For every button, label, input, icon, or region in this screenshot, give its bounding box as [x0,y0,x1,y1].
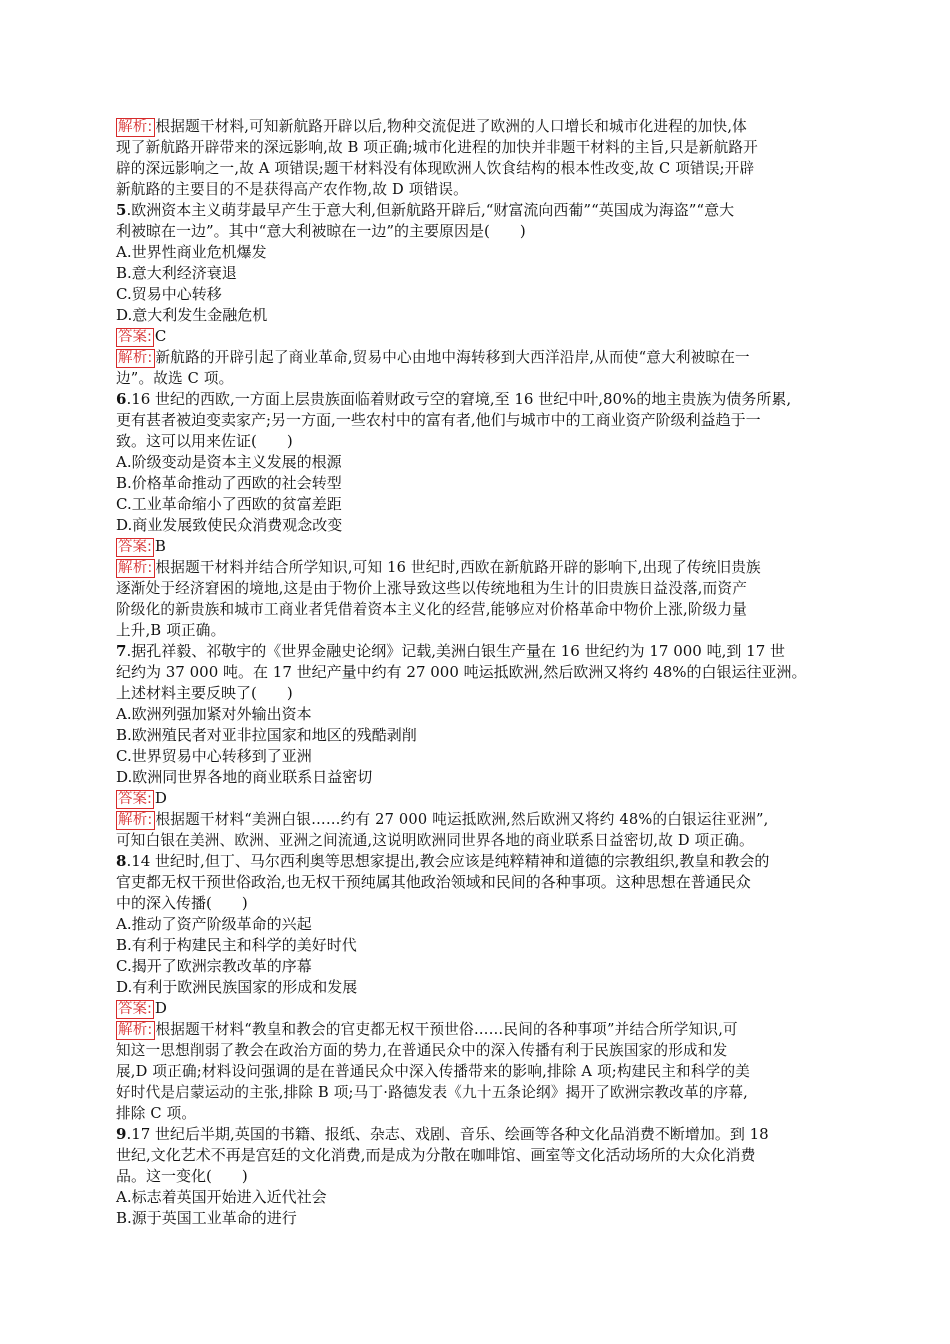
explanation-tag: 解析: [118,350,153,366]
answer-option: D.有利于欧洲民族国家的形成和发展 [116,978,358,996]
question-stem-line [116,1166,836,1187]
explanation-text: 根据题干材料“美洲白银……约有 27 000 吨运抵欧洲,然后欧洲又将约 48%的白银运往亚洲”, [155,811,769,828]
question-stem-text: 上述材料主要反映了( ) [116,684,293,702]
explanation-line [116,1040,836,1061]
answer-value: B [154,537,166,555]
answer-option: C.揭开了欧洲宗教改革的序幕 [116,957,312,975]
explanation-tag: 解析: [118,812,153,828]
question-stem-text: .16 世纪的西欧,一方面上层贵族面临着财政亏空的窘境,至 16 世纪中叶,80%的地主贵族为债务所累, [126,390,792,408]
answer-value: D [154,789,167,807]
explanation-text: 展,D 项正确;材料设问强调的是在普通民众中深入传播带来的影响,排除 A 项;构建民主和科学的美 [116,1063,751,1080]
answer-option: B.欧洲殖民者对亚非拉国家和地区的残酷剥削 [116,726,417,744]
answer-option: C.世界贸易中心转移到了亚洲 [116,747,312,765]
question-stem-line [116,851,836,872]
question-number: 7 [116,642,127,660]
answer-line [116,536,836,557]
question-stem-line [116,872,836,893]
explanation-tag: 解析: [118,119,153,135]
explanation-text: 可知白银在美洲、欧洲、亚洲之间流通,这说明欧洲同世界各地的商业联系日益密切,故 D 项正确。 [116,832,754,849]
answer-option: D.欧洲同世界各地的商业联系日益密切 [116,768,373,786]
question-number: 9 [116,1125,127,1143]
explanation-line [116,830,836,851]
explanation-line [116,347,836,368]
answer-option: B.意大利经济衰退 [116,264,237,282]
explanation-line [116,599,836,620]
question-stem-line [116,221,836,242]
answer-line [116,998,836,1019]
question-stem-text: 纪约为 37 000 吨。在 17 世纪产量中约有 27 000 吨运抵欧洲,然后欧洲又将约 48%的白银运往亚洲。 [116,663,807,681]
question-stem-text: 品。这一变化( ) [116,1167,248,1185]
explanation-text: 根据题干材料并结合所学知识,可知 16 世纪时,西欧在新航路开辟的影响下,出现了传统旧贵族 [155,559,761,576]
question-stem-text: 利被晾在一边”。其中“意大利被晾在一边”的主要原因是( ) [116,222,526,240]
answer-option: B.有利于构建民主和科学的美好时代 [116,936,357,954]
question-number: 6 [116,390,127,408]
explanation-line [116,137,836,158]
document-page [116,116,836,1229]
answer-option: A.世界性商业危机爆发 [116,243,267,261]
explanation-text: 边”。故选 C 项。 [116,370,234,387]
answer-option: A.欧洲列强加紧对外输出资本 [116,705,312,723]
answer-tag: 答案: [118,791,152,807]
answer-tag: 答案: [118,329,152,345]
question-stem-text: 中的深入传播( ) [116,894,248,912]
explanation-line [116,1061,836,1082]
explanation-line [116,116,836,137]
question-stem-text: 致。这可以用来佐证( ) [116,432,293,450]
question-stem-text: .17 世纪后半期,英国的书籍、报纸、杂志、戏剧、音乐、绘画等各种文化品消费不断增加。到 18 [126,1125,769,1143]
answer-option: C.工业革命缩小了西欧的贫富差距 [116,495,342,513]
question-stem-line [116,662,836,683]
explanation-text: 根据题干材料,可知新航路开辟以后,物种交流促进了欧洲的人口增长和城市化进程的加快,体 [155,118,747,135]
explanation-tag: 解析: [118,1022,153,1038]
explanation-text: 新航路的主要目的不是获得高产农作物,故 D 项错误。 [116,181,468,198]
question-stem-line [116,1124,836,1145]
explanation-line [116,557,836,578]
answer-option: A.阶级变动是资本主义发展的根源 [116,453,342,471]
answer-option: B.源于英国工业革命的进行 [116,1209,297,1227]
question-stem-text: .14 世纪时,但丁、马尔西利奥等思想家提出,教会应该是纯粹精神和道德的宗教组织,教皇和教会的 [126,852,770,870]
explanation-line [116,1103,836,1124]
question-stem-line [116,200,836,221]
answer-option: D.商业发展致使民众消费观念改变 [116,516,343,534]
explanation-line [116,158,836,179]
explanation-line [116,620,836,641]
answer-value: C [154,327,167,345]
question-stem-line [116,641,836,662]
explanation-text: 根据题干材料“教皇和教会的官吏都无权干预世俗……民间的各种事项”并结合所学知识,可 [155,1021,738,1038]
answer-option: B.价格革命推动了西欧的社会转型 [116,474,342,492]
question-number: 8 [116,852,127,870]
explanation-text: 好时代是启蒙运动的主张,排除 B 项;马丁·路德发表《九十五条论纲》揭开了欧洲宗教改革的序幕, [116,1084,748,1101]
explanation-text: 排除 C 项。 [116,1105,197,1122]
question-number: 5 [116,201,127,219]
explanation-line [116,809,836,830]
explanation-tag: 解析: [118,560,153,576]
explanation-text: 现了新航路开辟带来的深远影响,故 B 项正确;城市化进程的加快并非题干材料的主旨,只是新航路开 [116,139,758,156]
question-stem-line [116,1145,836,1166]
explanation-line [116,1082,836,1103]
question-stem-text: 官吏都无权干预世俗政治,也无权干预纯属其他政治领域和民间的各种事项。这种思想在普通民众 [116,873,751,891]
question-stem-line [116,431,836,452]
question-stem-line [116,683,836,704]
question-stem-text: .据孔祥毅、祁敬宇的《世界金融史论纲》记载,美洲白银生产量在 16 世纪约为 17 000 吨,到 17 世 [126,642,786,660]
answer-tag: 答案: [118,1001,152,1017]
question-stem-line [116,410,836,431]
explanation-text: 阶级化的新贵族和城市工商业者凭借着资本主义化的经营,能够应对价格革命中物价上涨,阶级力量 [116,601,748,618]
answer-option: A.推动了资产阶级革命的兴起 [116,915,312,933]
answer-option: C.贸易中心转移 [116,285,222,303]
explanation-text: 新航路的开辟引起了商业革命,贸易中心由地中海转移到大西洋沿岸,从而使“意大利被晾在一 [155,349,750,366]
question-stem-text: .欧洲资本主义萌芽最早产生于意大利,但新航路开辟后,“财富流向西葡”“英国成为海盗”“意大 [126,201,735,219]
answer-line [116,326,836,347]
question-stem-line [116,389,836,410]
answer-line [116,788,836,809]
explanation-text: 逐渐处于经济窘困的境地,这是由于物价上涨导致这些以传统地租为生计的旧贵族日益没落,而资产 [116,580,748,597]
explanation-text: 辟的深远影响之一,故 A 项错误;题干材料没有体现欧洲人饮食结构的根本性改变,故 C 项错误;开辟 [116,160,755,177]
explanation-line [116,578,836,599]
question-stem-line [116,893,836,914]
answer-option: A.标志着英国开始进入近代社会 [116,1188,327,1206]
question-stem-text: 更有甚者被迫变卖家产;另一方面,一些农村中的富有者,他们与城市中的工商业资产阶级利益趋于一 [116,411,761,429]
answer-tag: 答案: [118,539,152,555]
explanation-text: 知这一思想削弱了教会在政治方面的势力,在普通民众中的深入传播有利于民族国家的形成和发 [116,1042,728,1059]
explanation-line [116,179,836,200]
answer-value: D [154,999,167,1017]
explanation-text: 上升,B 项正确。 [116,622,226,639]
explanation-line [116,368,836,389]
answer-option: D.意大利发生金融危机 [116,306,268,324]
explanation-line [116,1019,836,1040]
question-stem-text: 世纪,文化艺术不再是宫廷的文化消费,而是成为分散在咖啡馆、画室等文化活动场所的大众化消费 [116,1146,756,1164]
